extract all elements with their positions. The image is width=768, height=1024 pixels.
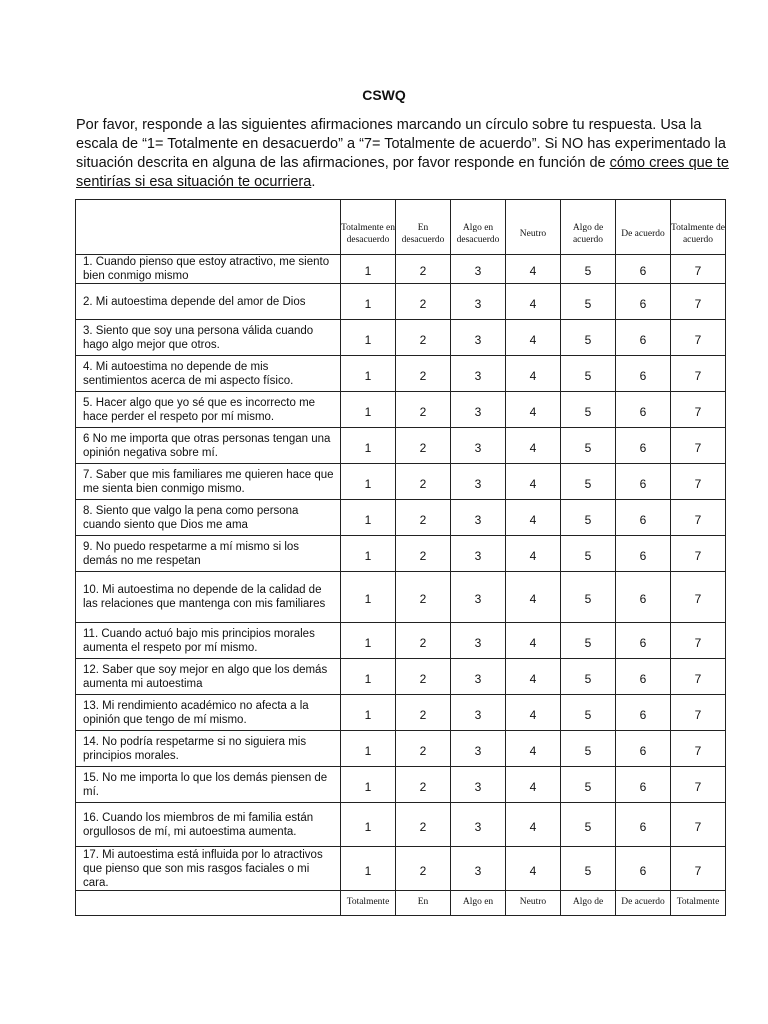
item-statement: 4. Mi autoestima no depende de mis sentimientos acerca de mi aspecto físico. [76, 356, 341, 392]
rating-option[interactable]: 5 [561, 731, 616, 767]
rating-option[interactable]: 1 [341, 428, 396, 464]
item-statement: 15. No me importa lo que los demás piensen de mí. [76, 767, 341, 803]
rating-option[interactable]: 2 [396, 500, 451, 536]
rating-option[interactable]: 7 [671, 803, 726, 847]
footer-row [76, 891, 726, 916]
rating-option[interactable]: 5 [561, 803, 616, 847]
rating-option[interactable]: 2 [396, 255, 451, 284]
rating-option[interactable]: 7 [671, 500, 726, 536]
page-title: CSWQ [362, 87, 406, 103]
rating-option[interactable]: 5 [561, 428, 616, 464]
rating-option[interactable]: 4 [506, 255, 561, 284]
rating-option[interactable]: 1 [341, 767, 396, 803]
scale-header: En desacuerdo [396, 200, 451, 255]
rating-option[interactable]: 2 [396, 767, 451, 803]
item-row [76, 428, 726, 464]
rating-option[interactable]: 6 [616, 500, 671, 536]
scale-footer: Neutro [506, 891, 561, 916]
rating-option[interactable]: 3 [451, 320, 506, 356]
rating-option[interactable]: 6 [616, 803, 671, 847]
rating-option[interactable]: 7 [671, 255, 726, 284]
item-statement: 13. Mi rendimiento académico no afecta a la opinión que tengo de mí mismo. [76, 695, 341, 731]
rating-option[interactable]: 3 [451, 731, 506, 767]
rating-option[interactable]: 7 [671, 767, 726, 803]
rating-option[interactable]: 4 [506, 847, 561, 891]
item-statement: 10. Mi autoestima no depende de la calidad de las relaciones que mantenga con mis familiares [76, 572, 341, 623]
rating-option[interactable]: 3 [451, 767, 506, 803]
rating-option[interactable]: 4 [506, 623, 561, 659]
item-statement: 6 No me importa que otras personas tengan una opinión negativa sobre mí. [76, 428, 341, 464]
item-row [76, 320, 726, 356]
rating-option[interactable]: 5 [561, 284, 616, 320]
footer-blank-cell [76, 891, 341, 916]
rating-option[interactable]: 7 [671, 572, 726, 623]
rating-option[interactable]: 2 [396, 284, 451, 320]
rating-option[interactable]: 2 [396, 392, 451, 428]
rating-option[interactable]: 6 [616, 428, 671, 464]
rating-option[interactable]: 1 [341, 356, 396, 392]
header-blank-cell [76, 200, 341, 255]
rating-option[interactable]: 4 [506, 536, 561, 572]
rating-option[interactable]: 3 [451, 255, 506, 284]
scale-header: Neutro [506, 200, 561, 255]
rating-option[interactable]: 4 [506, 731, 561, 767]
rating-option[interactable]: 3 [451, 428, 506, 464]
instructions-underlined: cómo crees que te sentirías si esa situación te ocurriera [76, 155, 729, 190]
scale-header: Algo en desacuerdo [451, 200, 506, 255]
rating-option[interactable]: 6 [616, 536, 671, 572]
item-statement: 8. Siento que valgo la pena como persona cuando siento que Dios me ama [76, 500, 341, 536]
rating-option[interactable]: 4 [506, 659, 561, 695]
scale-header: Totalmente de acuerdo [671, 200, 726, 255]
rating-option[interactable]: 3 [451, 803, 506, 847]
item-row [76, 356, 726, 392]
rating-option[interactable]: 2 [396, 803, 451, 847]
rating-option[interactable]: 4 [506, 284, 561, 320]
item-statement: 7. Saber que mis familiares me quieren hace que me sienta bien conmigo mismo. [76, 464, 341, 500]
rating-option[interactable]: 4 [506, 767, 561, 803]
rating-option[interactable]: 5 [561, 659, 616, 695]
rating-option[interactable]: 1 [341, 572, 396, 623]
rating-option[interactable]: 7 [671, 428, 726, 464]
rating-option[interactable]: 2 [396, 464, 451, 500]
rating-option[interactable]: 7 [671, 464, 726, 500]
scale-header: Algo de acuerdo [561, 200, 616, 255]
rating-option[interactable]: 6 [616, 623, 671, 659]
rating-option[interactable]: 5 [561, 695, 616, 731]
item-statement: 2. Mi autoestima depende del amor de Dios [76, 284, 341, 320]
questionnaire-table [75, 199, 726, 916]
rating-option[interactable]: 5 [561, 536, 616, 572]
rating-option[interactable]: 5 [561, 623, 616, 659]
rating-option[interactable]: 1 [341, 623, 396, 659]
rating-option[interactable]: 1 [341, 500, 396, 536]
item-row [76, 659, 726, 695]
rating-option[interactable]: 4 [506, 356, 561, 392]
scale-header: Totalmente en desacuerdo [341, 200, 396, 255]
rating-option[interactable]: 7 [671, 623, 726, 659]
rating-option[interactable]: 6 [616, 464, 671, 500]
item-row [76, 255, 726, 284]
rating-option[interactable]: 2 [396, 695, 451, 731]
item-statement: 14. No podría respetarme si no siguiera mis principios morales. [76, 731, 341, 767]
rating-option[interactable]: 3 [451, 847, 506, 891]
item-row [76, 847, 726, 891]
item-statement: 11. Cuando actuó bajo mis principios morales aumenta el respeto por mí mismo. [76, 623, 341, 659]
rating-option[interactable]: 3 [451, 695, 506, 731]
rating-option[interactable]: 6 [616, 320, 671, 356]
item-row [76, 803, 726, 847]
rating-option[interactable]: 4 [506, 572, 561, 623]
rating-option[interactable]: 3 [451, 464, 506, 500]
rating-option[interactable]: 3 [451, 284, 506, 320]
scale-footer: De acuerdo [616, 891, 671, 916]
rating-option[interactable]: 2 [396, 536, 451, 572]
rating-option[interactable]: 2 [396, 731, 451, 767]
rating-option[interactable]: 2 [396, 428, 451, 464]
rating-option[interactable]: 5 [561, 320, 616, 356]
scale-footer: Totalmente [671, 891, 726, 916]
item-statement: 9. No puedo respetarme a mí mismo si los demás no me respetan [76, 536, 341, 572]
rating-option[interactable]: 1 [341, 255, 396, 284]
rating-option[interactable]: 6 [616, 356, 671, 392]
item-statement: 16. Cuando los miembros de mi familia están orgullosos de mí, mi autoestima aumenta. [76, 803, 341, 847]
rating-option[interactable]: 7 [671, 847, 726, 891]
rating-option[interactable]: 2 [396, 623, 451, 659]
rating-option[interactable]: 3 [451, 659, 506, 695]
item-statement: 17. Mi autoestima está influida por lo atractivos que pienso que son mis rasgos faciales o mi cara. [76, 847, 341, 891]
rating-option[interactable]: 5 [561, 847, 616, 891]
rating-option[interactable]: 3 [451, 356, 506, 392]
rating-option[interactable]: 2 [396, 572, 451, 623]
rating-option[interactable]: 1 [341, 536, 396, 572]
instructions-text: Por favor, responde a las siguientes afirmaciones marcando un círculo sobre tu respuesta. Usa la escala de “1= Totalmente en desacuerdo” a “7= Totalmente de acuerdo”. Si NO has experimentado la situación descrita en alguna de las afirmaciones, por favor responde en función de [76, 117, 726, 171]
item-row [76, 623, 726, 659]
rating-option[interactable]: 3 [451, 623, 506, 659]
item-statement: 5. Hacer algo que yo sé que es incorrecto me hace perder el respeto por mí mismo. [76, 392, 341, 428]
rating-option[interactable]: 1 [341, 464, 396, 500]
rating-option[interactable]: 3 [451, 572, 506, 623]
instructions [76, 116, 736, 192]
rating-option[interactable]: 4 [506, 464, 561, 500]
rating-option[interactable]: 4 [506, 803, 561, 847]
item-row [76, 536, 726, 572]
item-row [76, 695, 726, 731]
instructions-end: . [311, 174, 316, 190]
rating-option[interactable]: 5 [561, 255, 616, 284]
item-row [76, 572, 726, 623]
rating-option[interactable]: 7 [671, 356, 726, 392]
rating-option[interactable]: 7 [671, 320, 726, 356]
scale-footer: En [396, 891, 451, 916]
rating-option[interactable]: 1 [341, 803, 396, 847]
rating-option[interactable]: 1 [341, 659, 396, 695]
rating-option[interactable]: 4 [506, 695, 561, 731]
rating-option[interactable]: 1 [341, 695, 396, 731]
rating-option[interactable]: 6 [616, 847, 671, 891]
rating-option[interactable]: 7 [671, 659, 726, 695]
item-statement: 12. Saber que soy mejor en algo que los demás aumenta mi autoestima [76, 659, 341, 695]
rating-option[interactable]: 2 [396, 320, 451, 356]
item-row [76, 284, 726, 320]
item-row [76, 731, 726, 767]
rating-option[interactable]: 6 [616, 572, 671, 623]
rating-option[interactable]: 2 [396, 356, 451, 392]
rating-option[interactable]: 7 [671, 284, 726, 320]
rating-option[interactable]: 5 [561, 500, 616, 536]
rating-option[interactable]: 2 [396, 847, 451, 891]
rating-option[interactable]: 3 [451, 392, 506, 428]
rating-option[interactable]: 5 [561, 392, 616, 428]
rating-option[interactable]: 2 [396, 659, 451, 695]
rating-option[interactable]: 7 [671, 536, 726, 572]
rating-option[interactable]: 7 [671, 731, 726, 767]
item-row [76, 767, 726, 803]
rating-option[interactable]: 4 [506, 428, 561, 464]
rating-option[interactable]: 1 [341, 320, 396, 356]
rating-option[interactable]: 6 [616, 659, 671, 695]
rating-option[interactable]: 3 [451, 536, 506, 572]
item-row [76, 392, 726, 428]
rating-option[interactable]: 6 [616, 767, 671, 803]
rating-option[interactable]: 5 [561, 464, 616, 500]
rating-option[interactable]: 6 [616, 255, 671, 284]
rating-option[interactable]: 4 [506, 320, 561, 356]
rating-option[interactable]: 1 [341, 731, 396, 767]
rating-option[interactable]: 6 [616, 392, 671, 428]
rating-option[interactable]: 6 [616, 695, 671, 731]
rating-option[interactable]: 1 [341, 847, 396, 891]
rating-option[interactable]: 1 [341, 392, 396, 428]
scale-footer: Algo de [561, 891, 616, 916]
item-row [76, 500, 726, 536]
rating-option[interactable]: 3 [451, 500, 506, 536]
rating-option[interactable]: 4 [506, 500, 561, 536]
item-row [76, 464, 726, 500]
rating-option[interactable]: 5 [561, 572, 616, 623]
header-row [76, 200, 726, 255]
scale-header: De acuerdo [616, 200, 671, 255]
rating-option[interactable]: 4 [506, 392, 561, 428]
rating-option[interactable]: 5 [561, 356, 616, 392]
rating-option[interactable]: 7 [671, 392, 726, 428]
scale-footer: Algo en [451, 891, 506, 916]
scale-footer: Totalmente [341, 891, 396, 916]
item-statement: 3. Siento que soy una persona válida cuando hago algo mejor que otros. [76, 320, 341, 356]
rating-option[interactable]: 6 [616, 284, 671, 320]
item-statement: 1. Cuando pienso que estoy atractivo, me siento bien conmigo mismo [76, 255, 341, 284]
rating-option[interactable]: 1 [341, 284, 396, 320]
rating-option[interactable]: 5 [561, 767, 616, 803]
rating-option[interactable]: 7 [671, 695, 726, 731]
rating-option[interactable]: 6 [616, 731, 671, 767]
